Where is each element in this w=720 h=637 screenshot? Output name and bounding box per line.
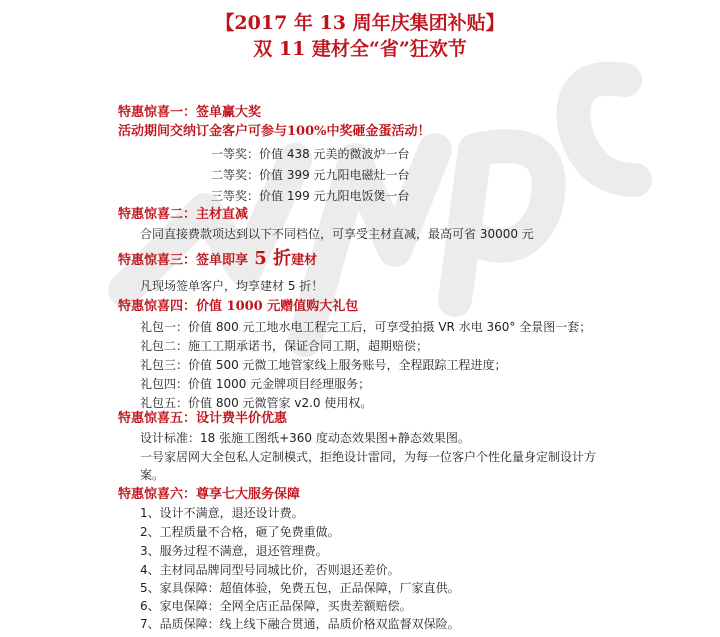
prize-1: 一等奖：价值 438 元美的微波炉一台 [211, 147, 410, 161]
guarantee-2: 2、工程质量不合格，砸了免费重做。 [140, 525, 340, 539]
section-3-line: 凡现场签单客户，均享建材 5 折！ [140, 279, 324, 293]
section-2-heading: 特惠惊喜二：主材直减 [118, 207, 249, 222]
guarantee-4: 4、主材同品牌同型号同城比价，否则退还差价。 [140, 563, 400, 577]
guarantee-1: 1、设计不满意，退还设计费。 [140, 506, 304, 520]
section-3-heading-big: 5 折 [248, 248, 292, 269]
section-6-heading: 特惠惊喜六：尊享七大服务保障 [118, 487, 301, 502]
gift-5: 礼包五：价值 800 元微管家 v2.0 使用权。 [140, 396, 373, 410]
prize-3: 三等奖：价值 199 元九阳电饭煲一台 [211, 189, 410, 203]
section-3-heading-pre: 特惠惊喜三：签单即享 [118, 253, 249, 268]
gift-4: 礼包四：价值 1000 元金牌项目经理服务； [140, 377, 371, 391]
prize-2: 二等奖：价值 399 元九阳电磁灶一台 [211, 168, 410, 182]
title-line-2: 双 11 建材全“省”狂欢节 [253, 38, 467, 60]
section-4-heading: 特惠惊喜四：价值 1000 元赠值购大礼包 [118, 299, 359, 314]
gift-1: 礼包一：价值 800 元工地水电工程完工后，可享受拍摄 VR 水电 360° 全景图一套； [140, 320, 592, 334]
section-1-subheading: 活动期间交纳订金客户可参与100%中奖砸金蛋活动！ [118, 124, 431, 139]
design-description: 一号家居网大全包私人定制模式，拒绝设计雷同，为每一位客户个性化量身定制设计方案。 [140, 450, 597, 482]
section-3-heading-post: 建材 [291, 253, 318, 268]
gift-2: 礼包二：施工工期承诺书，保证合同工期，超期赔偿； [140, 339, 429, 353]
section-3-heading [118, 250, 317, 270]
section-1-heading: 特惠惊喜一：签单赢大奖 [118, 105, 262, 120]
guarantee-3: 3、服务过程不满意，退还管理费。 [140, 544, 328, 558]
gift-3: 礼包三：价值 500 元微工地管家线上服务账号，全程跟踪工程进度； [140, 358, 507, 372]
design-standard: 设计标准：18 张施工图纸+360 度动态效果图+静态效果图。 [140, 431, 470, 445]
section-2-line: 合同直接费款项达到以下不同档位，可享受主材直减，最高可省 30000 元 [140, 227, 534, 241]
section-5-heading: 特惠惊喜五：设计费半价优惠 [118, 411, 288, 426]
guarantee-7: 7、品质保障：线上线下融合贯通，品质价格双监督双保险。 [140, 617, 460, 631]
guarantee-6: 6、家电保障：全网全店正品保障，买贵差额赔偿。 [140, 599, 412, 613]
guarantee-5: 5、家具保障：超值体验，免费五包，正品保障，厂家直供。 [140, 581, 460, 595]
title-line-1: 【2017 年 13 周年庆集团补贴】 [215, 12, 505, 34]
